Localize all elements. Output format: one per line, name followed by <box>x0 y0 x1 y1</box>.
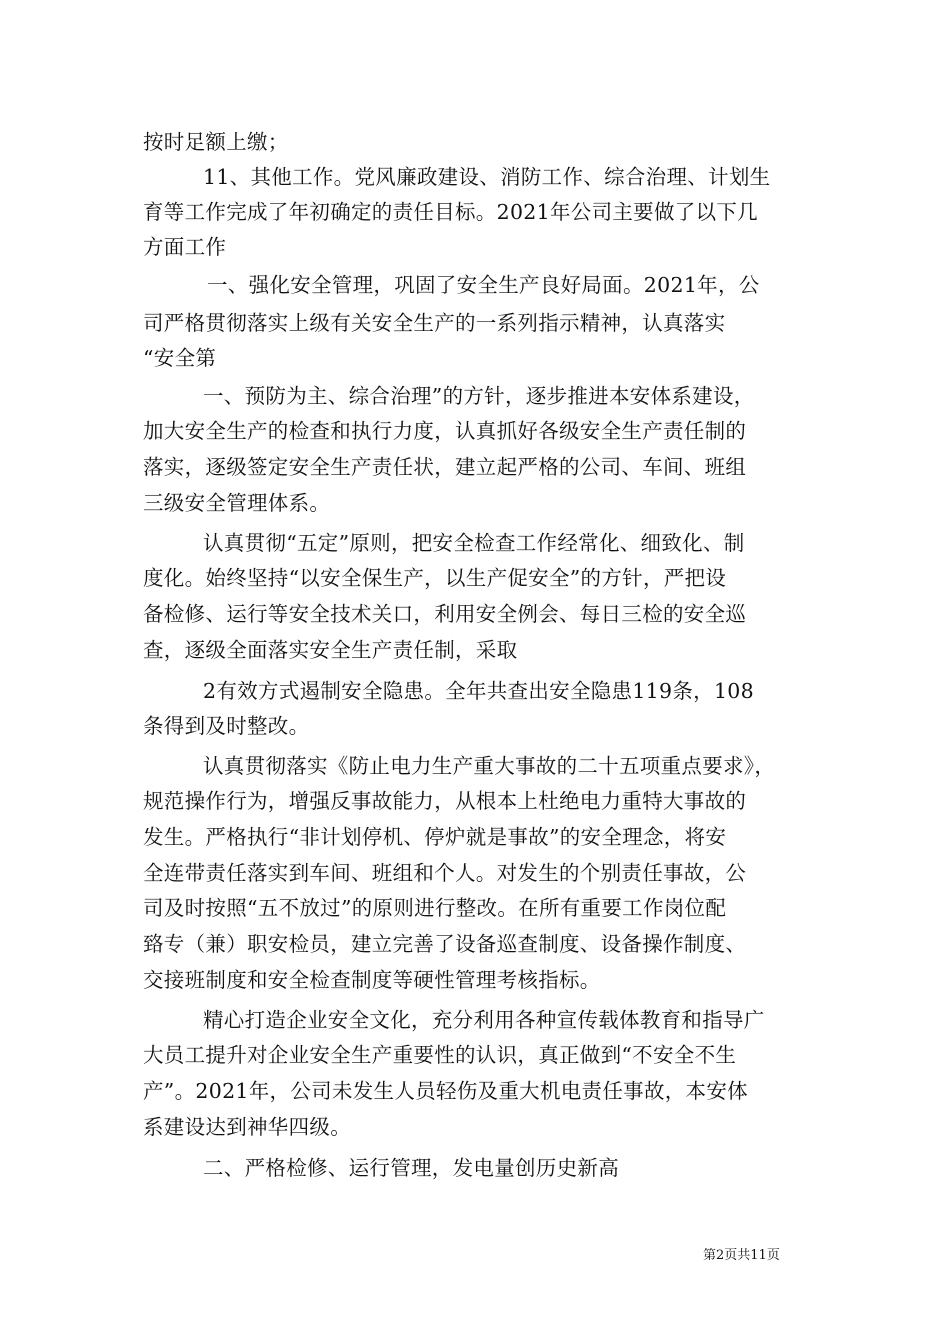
text-line: 全连带责任落实到车间、班组和个人。对发生的个别责任事故，公 <box>143 861 747 885</box>
page-number: 第2页共11页 <box>703 1248 780 1263</box>
text-line: 度化。始终坚持“以安全保生产，以生产促安全”的方针，严把设 <box>143 566 727 590</box>
text-line: “安全第 <box>143 346 217 370</box>
text-line: 产”。2021年，公司未发生人员轻伤及重大机电责任事故，本安体 <box>143 1079 748 1103</box>
text-line: 育等工作完成了年初确定的责任目标。2021年公司主要做了以下几 <box>143 200 758 224</box>
text-line: 规范操作行为，增强反事故能力，从根本上杜绝电力重特大事故的 <box>143 789 747 813</box>
text-line: 11、其他工作。党风廉政建设、消防工作、综合治理、计划生 <box>203 165 771 189</box>
text-line: 臵专（兼）职安检员，建立完善了设备巡查制度、设备操作制度、 <box>143 932 747 956</box>
text-line: 司严格贯彻落实上级有关安全生产的一系列指示精神，认真落实 <box>143 311 726 335</box>
text-line: 加大安全生产的检查和执行力度，认真抓好各级安全生产责任制的 <box>143 419 747 443</box>
text-line: 2有效方式遏制安全隐患。全年共查出安全隐患119条，108 <box>203 679 754 703</box>
text-line: 落实，逐级签定安全生产责任状，建立起严格的公司、车间、班组 <box>143 455 747 479</box>
text-line: 备检修、运行等安全技术关口，利用安全例会、每日三检的安全巡 <box>143 602 747 626</box>
section-heading: 二、严格检修、运行管理，发电量创历史新高 <box>203 1156 619 1180</box>
text-line: 认真贯彻落实《防止电力生产重大事故的二十五项重点要求》， <box>203 754 776 778</box>
text-line: 按时足额上缴； <box>143 130 289 154</box>
text-line: 方面工作 <box>143 235 227 259</box>
text-line: 交接班制度和安全检查制度等硬性管理考核指标。 <box>143 968 601 992</box>
text-line: 精心打造企业安全文化，充分利用各种宣传载体教育和指导广 <box>203 1008 765 1032</box>
section-heading: 一、强化安全管理，巩固了安全生产良好局面。2021年，公 <box>207 273 760 297</box>
text-line: 认真贯彻“五定”原则，把安全检查工作经常化、细致化、制 <box>203 531 745 555</box>
text-line: 发生。严格执行“非计划停机、停炉就是事故”的安全理念，将安 <box>143 825 727 849</box>
text-line: 大员工提升对企业安全生产重要性的认识，真正做到“不安全不生 <box>143 1043 737 1067</box>
text-line: 条得到及时整改。 <box>143 714 310 738</box>
text-line: 一、预防为主、综合治理”的方针，逐步推进本安体系建设， <box>203 384 755 408</box>
text-line: 查，逐级全面落实安全生产责任制，采取 <box>143 638 518 662</box>
text-line: 系建设达到神华四级。 <box>143 1115 351 1139</box>
text-line: 司及时按照“五不放过”的原则进行整改。在所有重要工作岗位配 <box>143 896 727 920</box>
text-line: 三级安全管理体系。 <box>143 491 331 515</box>
